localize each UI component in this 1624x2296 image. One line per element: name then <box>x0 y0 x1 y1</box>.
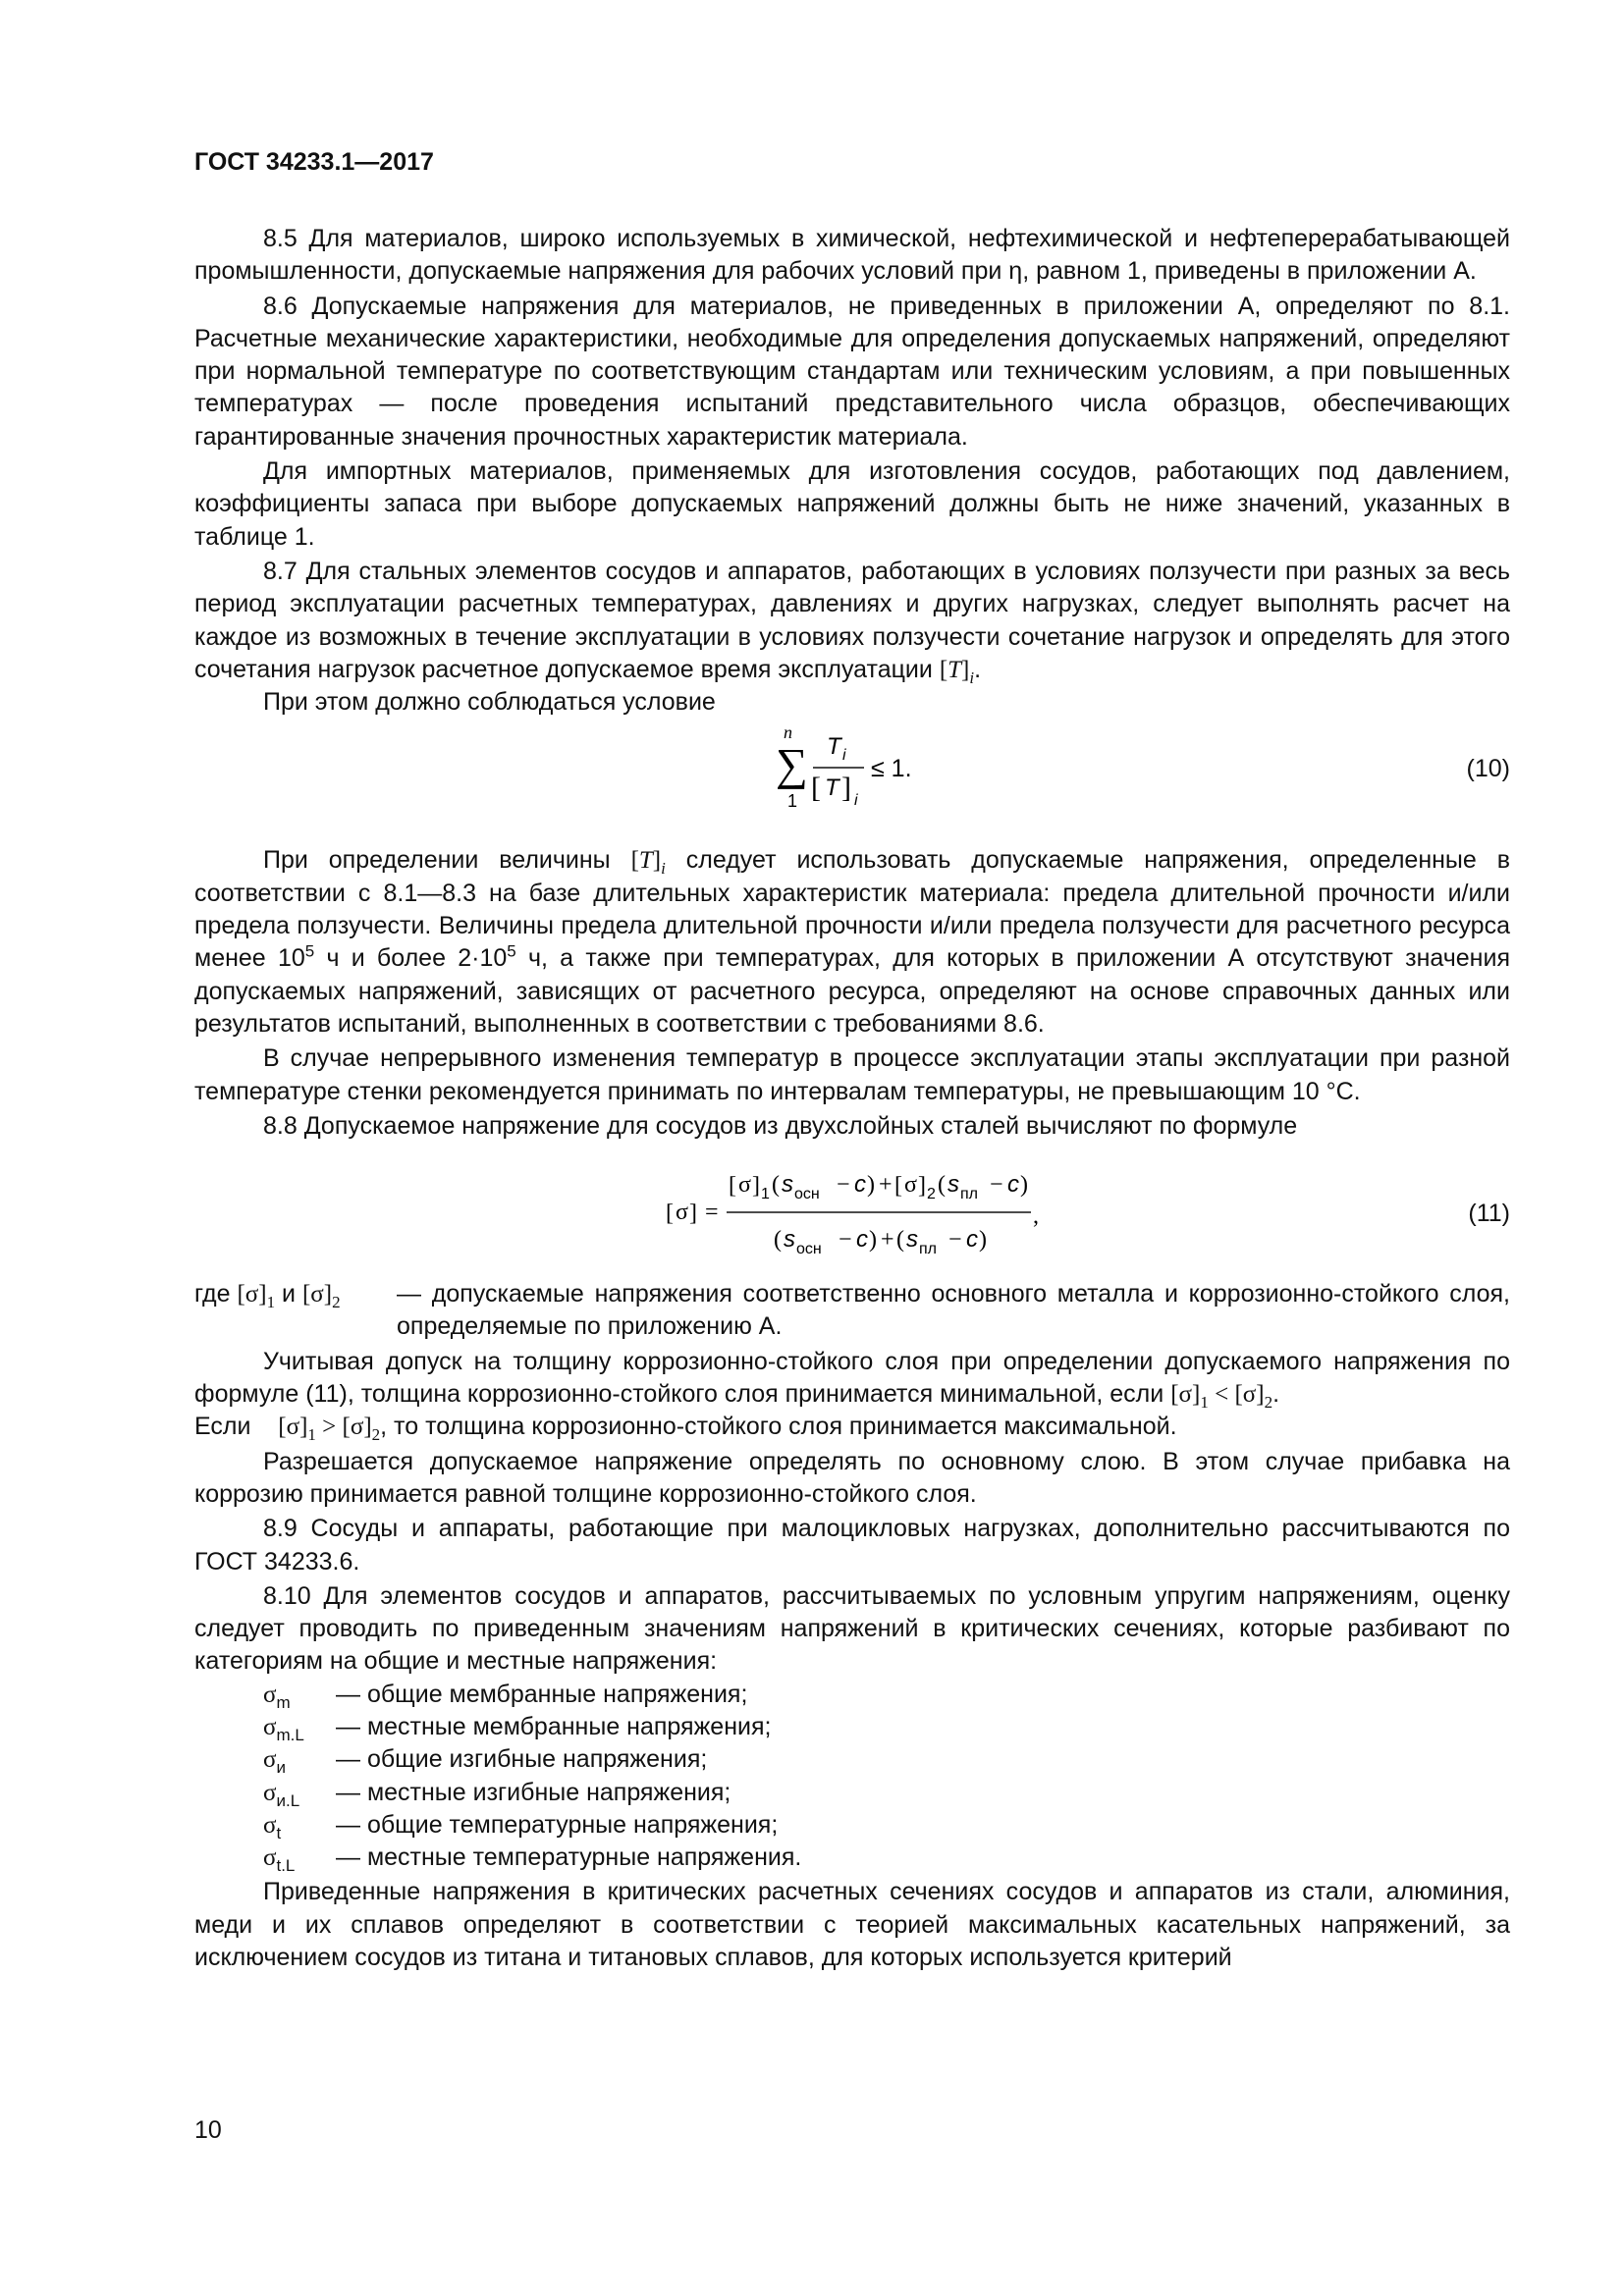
formula-11-number: (11) <box>1468 1200 1510 1228</box>
document-code: ГОСТ 34233.1—2017 <box>194 148 434 176</box>
formula-11 <box>194 1150 1510 1264</box>
bracket-left: [ <box>811 772 821 805</box>
paragraph-8-5: 8.5 Для материалов, широко используемых в химической, нефтехимической и нефтеперерабатывающей промышленности, допускаемые напряжения для рабочих условий при η, равном 1, приведены в приложении А. <box>194 225 1510 286</box>
d-paren1-left: ( <box>774 1227 782 1254</box>
definition-lead: При определении величины <box>263 846 611 875</box>
inline-T-i-2: $[T]_i$ <box>630 847 666 879</box>
d-minus1: − <box>839 1227 852 1254</box>
n-bracket2-left: [ <box>894 1173 902 1200</box>
paragraph-base-layer: Разрешается допускаемое напряжение определять по основному слою. В этом случае прибавка на коррозию принимается равной толщине коррозионно-стойкого слоя. <box>194 1447 1510 1508</box>
stress-description: — общие мембранные напряжения; <box>336 1680 748 1708</box>
d-s2-sub: пл <box>919 1241 937 1258</box>
n-minus2: − <box>990 1172 1003 1199</box>
formula-10-number: (10) <box>1466 755 1510 783</box>
denominator-sub: i <box>854 792 858 810</box>
tolerance-rest: то толщина коррозионно-стойкого слоя принимается максимальной. <box>394 1413 1177 1441</box>
paragraph-tolerance: Учитывая допуск на толщину коррозионно-стойкого слоя при определении допускаемого напряжения по формуле (11), толщина коррозионно-стойкого слоя принимается минимальной, если $[\sigma]_1 < [\sigma]_2$. <box>194 1347 1510 1413</box>
d-minus2: − <box>948 1227 962 1254</box>
n-paren2-left: ( <box>938 1172 946 1199</box>
stress-symbol: $\sigma_{t.L}$ <box>263 1844 296 1876</box>
lhs-bracket-right: ] <box>689 1201 697 1227</box>
where-clause <box>194 1278 1510 1344</box>
tolerance-lead: Если <box>194 1413 251 1441</box>
paragraph-8-7-text: 8.7 Для стальных элементов сосудов и аппаратов, работающих в условиях ползучести при разных за весь период эксплуатации расчетных температурах, давлениях и других нагрузках, следует выполнять расчет на каждое из возможных в течение эксплуатации в условиях ползучести сочетание нагрузок и определять для этого сочетания нагрузок расчетное допускаемое время эксплуатации <box>194 557 1510 683</box>
inline-T-i: $[T]_i$ <box>939 656 975 687</box>
stress-symbol: $\sigma_m$ <box>263 1681 291 1712</box>
sum-lower: 1 <box>787 791 798 812</box>
paragraph-definition <box>194 844 1510 1041</box>
paragraph-tolerance-2: Если $[\sigma]_1 > [\sigma]_2$, то толщина коррозионно-стойкого слоя принимается максимальной. <box>194 1413 1177 1445</box>
d-c1: c <box>856 1226 868 1254</box>
paragraph-condition: При этом должно соблюдаться условие <box>263 688 716 717</box>
d-s1-sub: осн <box>796 1241 822 1258</box>
paragraph-continuous: В случае непрерывного изменения температур в процессе эксплуатации этапы эксплуатации при разной температуре стенки рекомендуется принимать по интервалам температуры, не превышающим 10 °С. <box>194 1044 1510 1105</box>
n-paren1-left: ( <box>772 1172 780 1199</box>
relation: ≤ 1. <box>871 755 912 783</box>
d-paren2-left: ( <box>896 1227 904 1254</box>
stress-description: — местные температурные напряжения. <box>336 1843 802 1872</box>
stress-description: — общие изгибные напряжения; <box>336 1745 708 1774</box>
paragraph-8-9: 8.9 Сосуды и аппараты, работающие при малоцикловых нагрузках, дополнительно рассчитываются по ГОСТ 34233.6. <box>194 1515 1510 1575</box>
inline-condition-lt: $[\sigma]_1 < [\sigma]_2$ <box>1170 1381 1273 1413</box>
equals-sign: = <box>705 1200 719 1226</box>
inline-condition-gt: $[\sigma]_1 > [\sigma]_2$ <box>278 1414 381 1445</box>
n-paren1-right: ) <box>867 1172 875 1199</box>
sum-upper: n <box>784 722 792 743</box>
d-plus: + <box>881 1227 894 1254</box>
bracket-right: ] <box>841 772 851 805</box>
lhs-bracket-left: [ <box>666 1201 674 1227</box>
paragraph-8-10: 8.10 Для элементов сосудов и аппаратов, рассчитываемых по условным упругим напряжениям, оценку следует проводить по приведенным значениям напряжений в критических сечениях, которые разбивают по категориям на общие и местные напряжения: <box>194 1581 1510 1676</box>
paragraph-8-6: 8.6 Допускаемые напряжения для материалов, не приведенных в приложении А, определяют по 8.1. Расчетные механические характеристики, необходимые для определения допускаемых напряжений, определяют при нормальной температуре по соответствующим стандартам или техническим условиям, а при повышенных температурах — после проведения испытаний представительного числа образцов, обеспечивающих гарантированные значения прочностных характеристик материала. <box>194 292 1510 451</box>
where-text: — допускаемые напряжения соответственно основного металла и коррозионно-стойкого слоя, определяемые по приложению А. <box>397 1280 1510 1341</box>
stress-symbol: $\sigma_{и.L}$ <box>263 1779 300 1810</box>
n-sub2: 2 <box>927 1186 936 1203</box>
stress-list <box>194 1679 1510 1875</box>
stress-symbol: $\sigma_t$ <box>263 1811 282 1842</box>
n-c1: c <box>854 1171 866 1199</box>
d-c2: c <box>966 1226 978 1254</box>
n-bracket1-right: ] <box>752 1173 760 1200</box>
n-plus: + <box>879 1172 893 1199</box>
n-s1-sub: осн <box>794 1186 820 1203</box>
definition-mid: ч и более 2·10 <box>314 944 508 973</box>
stress-symbol: $\sigma_{m.L}$ <box>263 1713 304 1744</box>
n-minus1: − <box>837 1172 850 1199</box>
n-paren2-right: ) <box>1020 1172 1028 1199</box>
n-c2: c <box>1007 1171 1019 1199</box>
n-bracket2-right: ] <box>918 1173 926 1200</box>
d-s1: s <box>784 1226 795 1254</box>
numerator-sub: i <box>842 747 846 765</box>
n-sigma1: σ <box>738 1172 751 1199</box>
where-lead: где $[\sigma]_1$ и $[\sigma]_2$ <box>194 1280 341 1312</box>
d-paren1-right: ) <box>869 1227 877 1254</box>
n-s2: s <box>947 1171 959 1199</box>
definition-text: следует использовать допускаемые напряжения, определенные в соответствии с 8.1—8.3 на базе длительных характеристик материала: предела длительной прочности и/или предела ползучести. Величины предела длительной прочности и/или предела ползучести для расчетного ресурса менее 10 <box>194 846 1510 973</box>
stress-description: — местные изгибные напряжения; <box>336 1778 731 1806</box>
stress-description: — местные мембранные напряжения; <box>336 1712 772 1740</box>
paragraph-8-7: 8.7 Для стальных элементов сосудов и аппаратов, работающих в условиях ползучести при разных за весь период эксплуатации расчетных температурах, давлениях и других нагрузках, следует выполнять расчет на каждое из возможных в течение эксплуатации в условиях ползучести сочетание нагрузок и определять для этого сочетания нагрузок расчетное допускаемое время эксплуатации $[T]_i$. <box>194 557 1510 687</box>
formula-11-graphic <box>666 1156 1098 1270</box>
n-s2-sub: пл <box>960 1186 978 1203</box>
d-paren2-right: ) <box>979 1227 987 1254</box>
fraction-denominator: T <box>825 774 839 802</box>
n-bracket1-left: [ <box>729 1173 736 1200</box>
n-s1: s <box>782 1171 793 1199</box>
formula-10 <box>194 722 1510 830</box>
exponent-5b: 5 <box>507 942 516 962</box>
exponent-5a: 5 <box>304 942 315 962</box>
stress-symbol: $\sigma_и$ <box>263 1746 286 1778</box>
d-s2: s <box>906 1226 918 1254</box>
paragraph-import: Для импортных материалов, применяемых для изготовления сосудов, работающих под давлением, коэффициенты запаса при выборе допускаемых напряжений должны быть не ниже значений, указанных в таблице 1. <box>194 457 1510 551</box>
stress-description: — общие температурные напряжения; <box>336 1810 779 1839</box>
formula-comma: , <box>1033 1203 1039 1230</box>
tolerance-text: Учитывая допуск на толщину коррозионно-стойкого слоя при определении допускаемого напряжения по формуле (11), толщина коррозионно-стойкого слоя принимается минимальной, если <box>194 1347 1510 1409</box>
paragraph-8-8: 8.8 Допускаемое напряжение для сосудов из двухслойных сталей вычисляют по формуле <box>263 1111 1298 1140</box>
page-number: 10 <box>194 2116 222 2144</box>
lhs-sigma: σ <box>676 1200 688 1226</box>
n-sub1: 1 <box>761 1186 770 1203</box>
fraction-numerator: T <box>827 733 841 761</box>
formula-10-graphic <box>774 717 970 825</box>
n-sigma2: σ <box>904 1172 917 1199</box>
sum-sign: ∑ <box>776 739 808 790</box>
definition-tail: ч, а также при температурах, для которых в приложении А отсутствуют значения допускаемых напряжений, зависящих от расчетного ресурса, определяют на основе справочных данных или результатов испытаний, выполненных в соответствии с требованиями 8.6. <box>194 944 1510 1038</box>
paragraph-criteria: Приведенные напряжения в критических расчетных сечениях сосудов и аппаратов из стали, алюминия, меди и их сплавов определяют в соответствии с теорией максимальных касательных напряжений, за исключением сосудов из титана и титановых сплавов, для которых используется критерий <box>194 1878 1510 1972</box>
